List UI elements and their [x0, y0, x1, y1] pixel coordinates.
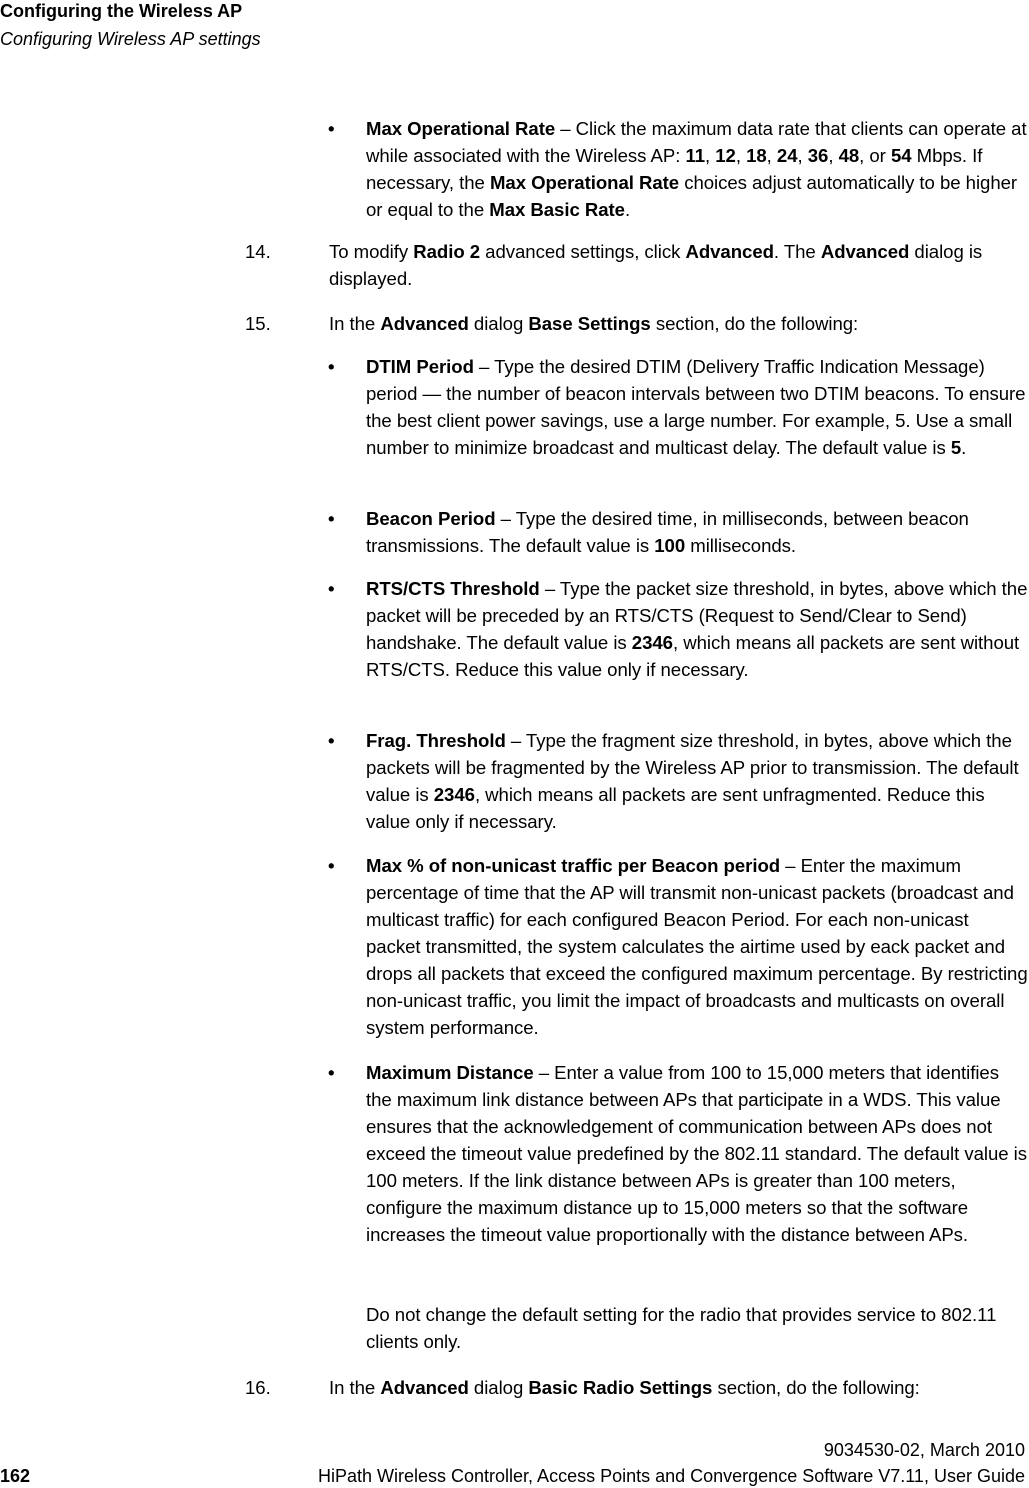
step-text: . The — [773, 241, 821, 262]
separator: , or — [859, 145, 891, 166]
step-15 — [245, 310, 1029, 337]
step-text: section, do the following: — [650, 313, 859, 334]
item-frag-threshold — [366, 727, 1028, 835]
chapter-title: Configuring the Wireless AP — [0, 1, 243, 21]
separator: , — [766, 145, 777, 166]
step-text: To modify — [329, 241, 414, 262]
item-text: . — [624, 199, 631, 220]
step-text: dialog — [468, 1377, 529, 1398]
term-ref: Max Operational Rate — [489, 172, 680, 193]
item-max-operational-rate — [366, 115, 1028, 223]
term-rts-cts-threshold: RTS/CTS Threshold — [366, 578, 540, 599]
term-ref: Max Basic Rate — [489, 199, 625, 220]
separator: , — [705, 145, 716, 166]
step-term: Basic Radio Settings — [528, 1377, 713, 1398]
step-number: 16. — [245, 1377, 271, 1398]
separator: , — [735, 145, 747, 166]
item-text: – Type the desired time, in milliseconds, between beacon transmissions. The default value is — [366, 508, 969, 556]
term-frag-threshold: Frag. Threshold — [366, 730, 506, 751]
default-value: 5 — [950, 437, 962, 458]
item-text: – Enter a value from 100 to 15,000 meters that identifies the maximum link distance between APs that participate in a WDS. This value ensures that the acknowledgement of communication between APs does not exceed the timeout value predefined by the 802.11 standard. The default value is 100 meters. If the link distance between APs is greater than 100 meters, configure the maximum distance up to 15,000 meters so that the software increases the timeout value proportionally with the distance between APs. — [366, 1062, 1028, 1245]
default-value: 100 — [654, 535, 686, 556]
step-text: section, do the following: — [712, 1377, 920, 1398]
step-14 — [245, 238, 1029, 292]
item-text: choices adjust automatically to be higher or equal to the — [366, 172, 1018, 220]
bullet-marker: • — [328, 508, 335, 529]
term-max-operational-rate: Max Operational Rate — [366, 118, 556, 139]
item-text: – Type the fragment size threshold, in bytes, above which the packets will be fragmented by the Wireless AP prior to transmission. The default value is — [366, 730, 1019, 805]
bullet-marker: • — [328, 855, 335, 876]
default-value: 2346 — [433, 784, 475, 805]
step-term: Base Settings — [528, 313, 651, 334]
item-text: – Enter the maximum percentage of time that the AP will transmit non-unicast packets (broadcast and multicast traffic) for each configured Beacon Period. For each non-unicast packet transmitted, the system calculates the airtime used by eack packet and drops all packets that exceed the configured maximum percentage. By restricting non-unicast traffic, you limit the impact of broadcasts and multicasts on overall system performance. — [366, 855, 1028, 1038]
item-maximum-distance — [366, 1059, 1028, 1248]
item-max-non-unicast — [366, 852, 1028, 1041]
item-beacon-period — [366, 505, 1028, 559]
step-number: 14. — [245, 241, 271, 262]
step-term: Advanced — [380, 313, 469, 334]
step-text: In the — [329, 313, 381, 334]
item-text: milliseconds. — [685, 535, 797, 556]
default-value: 2346 — [631, 632, 673, 653]
term-dtim-period: DTIM Period — [366, 356, 474, 377]
item-text: – Type the desired DTIM (Delivery Traffic Indication Message) period — the number of beacon intervals between two DTIM beacons. To ensure the best client power savings, use a large number. For example, 5. Use a small number to minimize broadcast and multicast delay. The default value is — [366, 356, 1026, 458]
bullet-marker: • — [328, 578, 335, 599]
item-rts-cts-threshold — [366, 575, 1028, 683]
rate-value: 36 — [807, 145, 829, 166]
step-term: Advanced — [820, 241, 910, 262]
item-text: , which means all packets are sent without RTS/CTS. Reduce this value only if necessary. — [366, 632, 1020, 680]
step-16 — [245, 1374, 1029, 1401]
step-text: In the — [329, 1377, 381, 1398]
rate-value: 54 — [890, 145, 912, 166]
step-text: advanced settings, click — [480, 241, 686, 262]
footer-doc-id: 9034530-02, March 2010 — [823, 1440, 1025, 1460]
separator: , — [797, 145, 808, 166]
bullet-marker: • — [328, 1062, 335, 1083]
footer-page-number: 162 — [0, 1466, 31, 1486]
bullet-marker: • — [328, 118, 335, 139]
item-text: . — [961, 437, 967, 458]
step-text: dialog — [468, 313, 529, 334]
item-maximum-distance-note: Do not change the default setting for the radio that provides service to 802.11 clients only. — [366, 1304, 997, 1352]
step-term: Advanced — [685, 241, 774, 262]
item-text: – Click the maximum data rate that clients can operate at while associated with the Wireless AP: — [366, 118, 1027, 166]
item-dtim-period — [366, 353, 1028, 461]
term-maximum-distance: Maximum Distance — [366, 1062, 534, 1083]
rate-value: 48 — [838, 145, 860, 166]
step-text: dialog is displayed. — [329, 241, 983, 289]
bullet-marker: • — [328, 730, 335, 751]
step-number: 15. — [245, 313, 271, 334]
step-term: Advanced — [380, 1377, 469, 1398]
separator: , — [828, 145, 839, 166]
rate-value: 11 — [685, 145, 706, 166]
section-title: Configuring Wireless AP settings — [0, 29, 261, 49]
term-beacon-period: Beacon Period — [366, 508, 496, 529]
rate-value: 24 — [776, 145, 798, 166]
rate-value: 18 — [746, 145, 767, 166]
item-text: – Type the packet size threshold, in bytes, above which the packet will be preceded by an RTS/CTS (Request to Send/Clear to Send) handshake. The default value is — [366, 578, 1028, 653]
term-max-non-unicast: Max % of non-unicast traffic per Beacon period — [366, 855, 781, 876]
step-term: Radio 2 — [413, 241, 481, 262]
bullet-marker: • — [328, 356, 335, 377]
footer-doc-title: HiPath Wireless Controller, Access Points and Convergence Software V7.11, User Guide — [317, 1466, 1025, 1486]
rate-value: 12 — [715, 145, 736, 166]
item-text: Mbps. If necessary, the — [366, 145, 983, 193]
item-text: , which means all packets are sent unfragmented. Reduce this value only if necessary. — [366, 784, 985, 832]
